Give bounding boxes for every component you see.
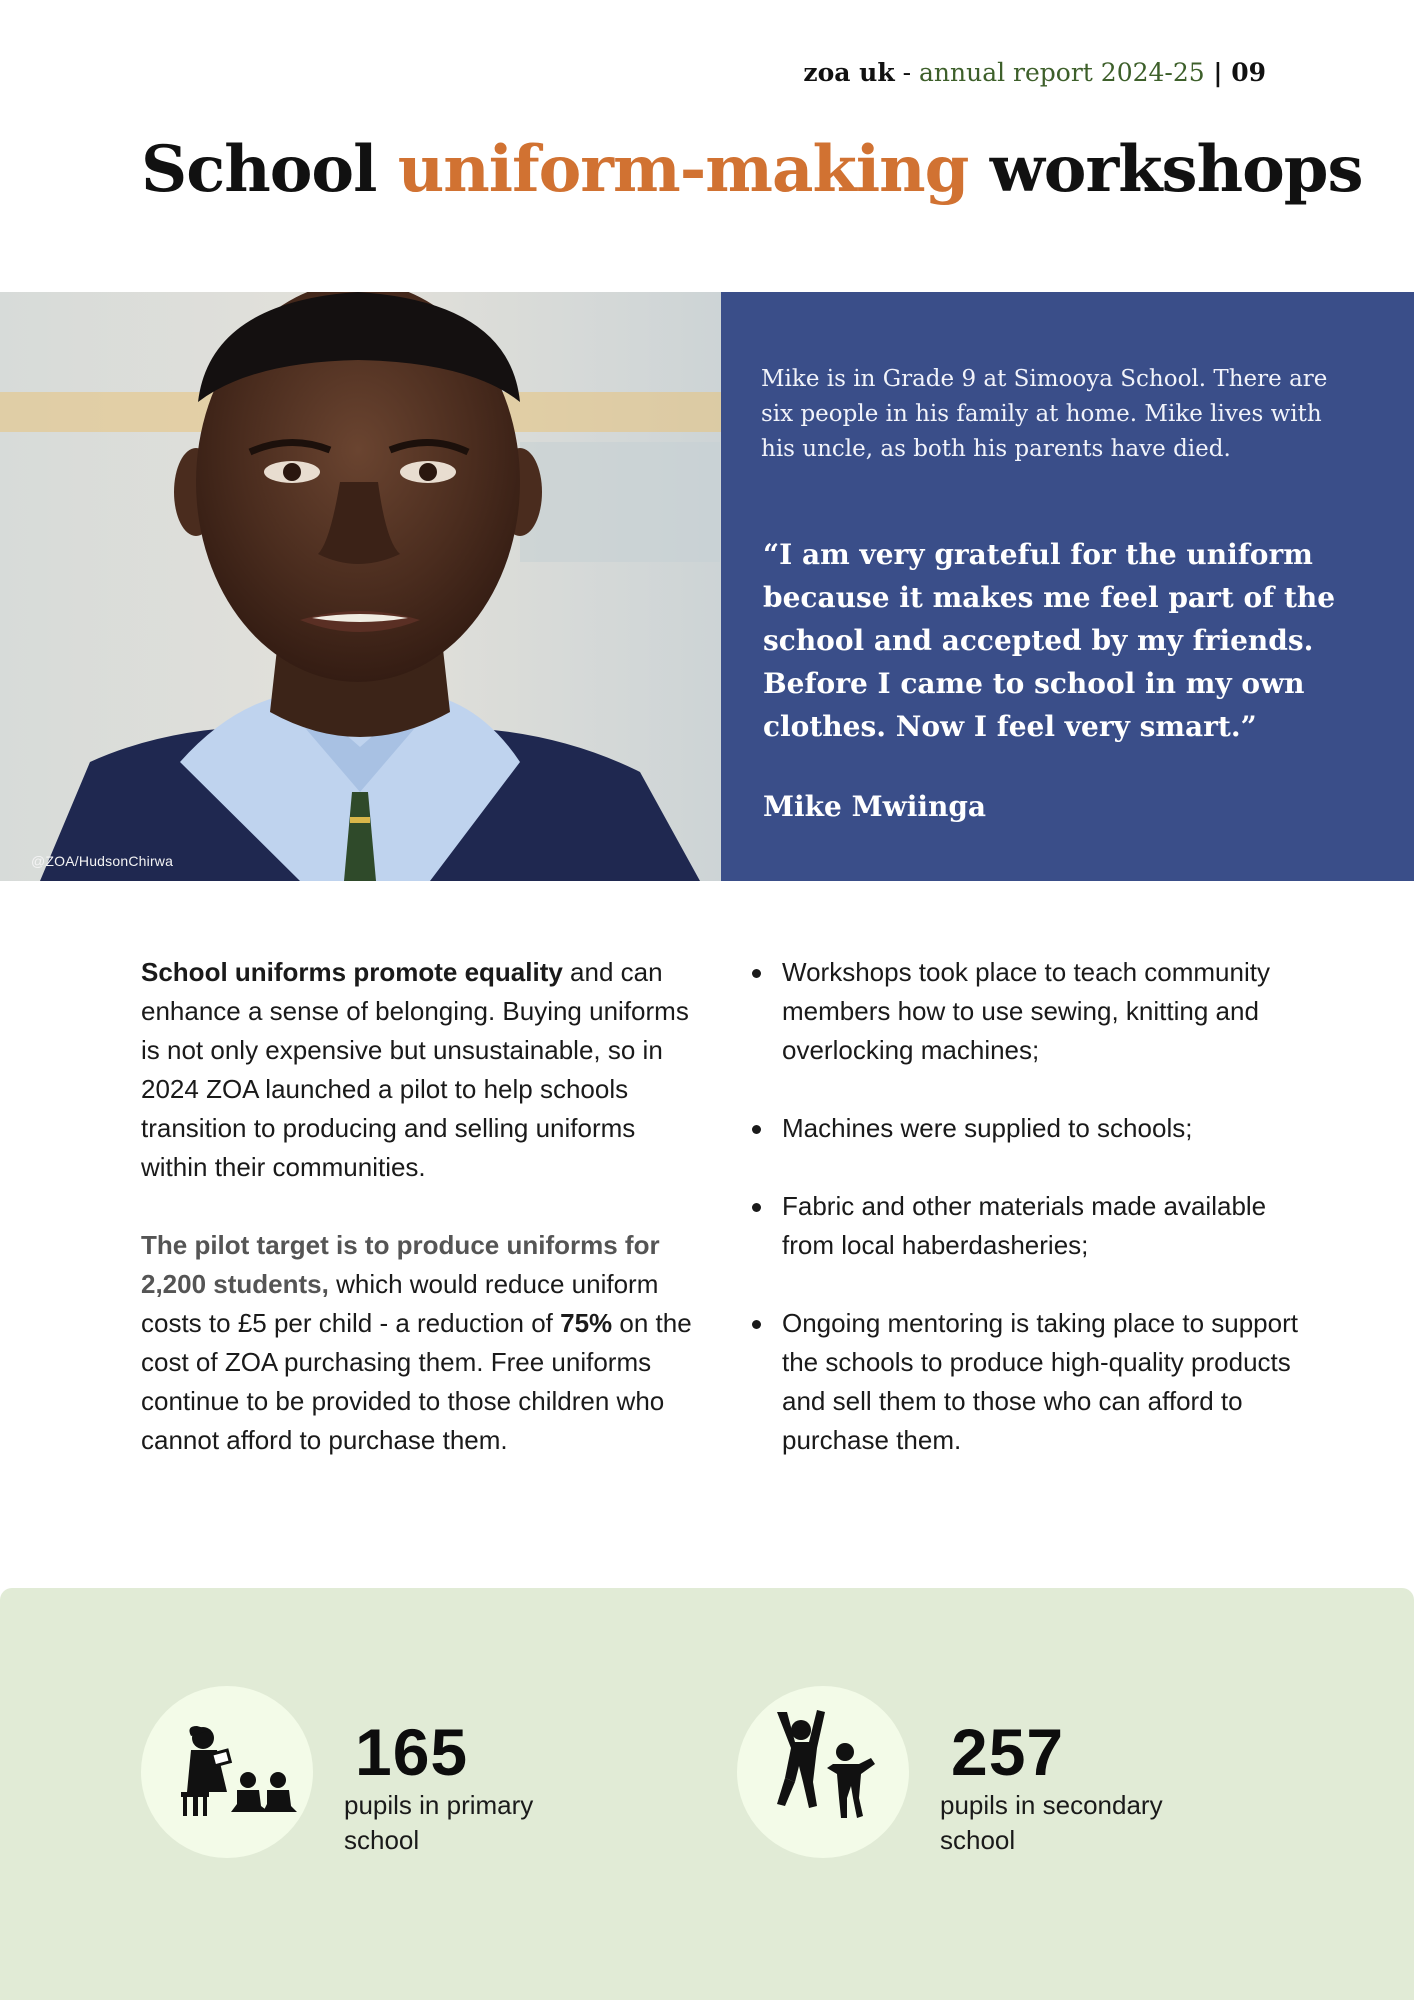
bullet-dot-icon — [752, 1125, 761, 1134]
body-left-column — [141, 953, 701, 1460]
paragraph-pilot-end: on the cost of ZOA purchasing them. Free uniforms continue to be provided to those children who cannot afford to purchase them. — [141, 1308, 692, 1455]
paragraph-equality — [141, 953, 701, 1187]
bullet-dot-icon — [752, 1203, 761, 1212]
story-intro: Mike is in Grade 9 at Simooya School. There are six people in his family at home. Mike lives with his uncle, as both his parents have died. — [761, 366, 1328, 462]
paragraph-pilot-text: which would reduce uniform costs to £5 per child - a reduction of — [141, 1269, 659, 1338]
stats-band — [0, 1588, 1414, 2000]
paragraph-pilot — [141, 1226, 701, 1460]
bullet-item — [748, 1304, 1308, 1460]
header-separator: - — [894, 58, 919, 87]
brand-name: zoa uk — [803, 58, 895, 87]
bullet-text: Fabric and other materials made available from local haberdasheries; — [782, 1191, 1267, 1260]
report-name: annual report 2024-25 — [919, 58, 1205, 87]
bullet-item — [748, 1187, 1308, 1265]
stat-primary-number: 165 — [355, 1715, 469, 1789]
stat-secondary-label: pupils in secondary school — [940, 1790, 1163, 1855]
stat-secondary-number: 257 — [951, 1715, 1065, 1789]
story-panel — [721, 292, 1414, 881]
paragraph-equality-bold: School uniforms promote equality — [141, 957, 563, 987]
stat-primary — [141, 1686, 601, 1861]
header-divider: | — [1204, 58, 1232, 87]
stat-primary-label: pupils in primary school — [344, 1790, 534, 1855]
bullet-item — [748, 1109, 1308, 1148]
paragraph-pilot-bold: The pilot target is to produce uniforms for 2,200 students, — [141, 1230, 660, 1299]
bullet-text: Workshops took place to teach community members how to use sewing, knitting and overlocking machines; — [782, 957, 1270, 1065]
stat-secondary — [737, 1686, 1197, 1861]
photo-credit: @ZOA/HudsonChirwa — [31, 853, 174, 869]
bullet-dot-icon — [752, 1320, 761, 1329]
bullet-dot-icon — [752, 969, 761, 978]
bullet-text: Ongoing mentoring is taking place to support the schools to produce high-quality products and sell them to those who can afford to purchase them. — [782, 1308, 1298, 1455]
teacher-reading-icon — [141, 1686, 313, 1858]
title-part-2: workshops — [968, 132, 1363, 207]
students-celebrating-icon — [737, 1686, 909, 1858]
page-title — [141, 132, 1363, 207]
page-header — [803, 58, 1266, 87]
bullet-text: Machines were supplied to schools; — [782, 1113, 1193, 1143]
paragraph-pilot-percent: 75% — [560, 1308, 613, 1338]
title-part-1: School — [141, 132, 398, 207]
bullet-item — [748, 953, 1308, 1070]
story-author: Mike Mwiinga — [763, 790, 987, 823]
title-accent: uniform-making — [397, 132, 969, 207]
page-number: 09 — [1231, 58, 1266, 87]
body-right-column — [748, 953, 1308, 1460]
portrait-illustration — [0, 292, 721, 881]
portrait-photo — [0, 292, 721, 881]
story-quote: “I am very grateful for the uniform because it makes me feel part of the school and accepted by my friends. Before I came to school in my own clothes. Now I feel very smart.” — [763, 538, 1336, 743]
paragraph-equality-text: and can enhance a sense of belonging. Buying uniforms is not only expensive but unsustainable, so in 2024 ZOA launched a pilot to help schools transition to producing and selling uniforms within their communities. — [141, 957, 689, 1182]
